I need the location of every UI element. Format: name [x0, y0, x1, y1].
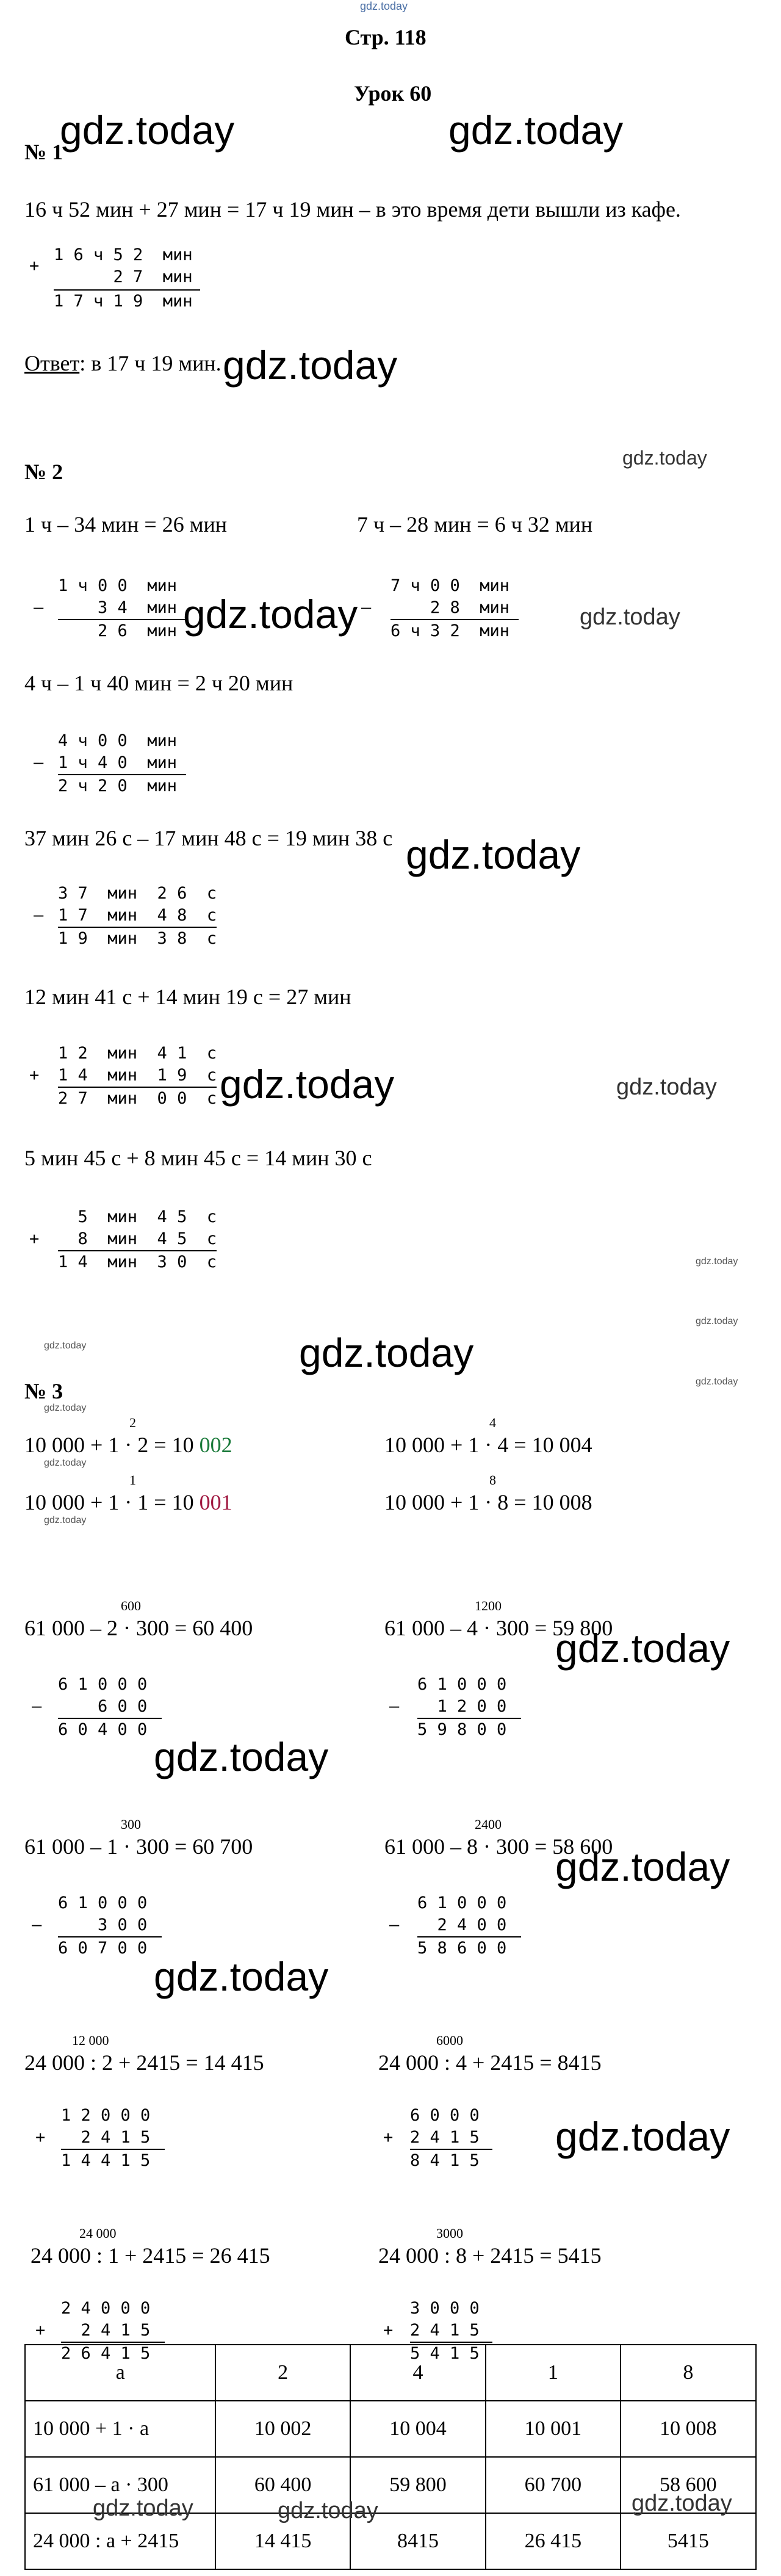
watermark: gdz.today [696, 1377, 738, 1387]
column-row-2: 8 мин 4 5 с [58, 1229, 217, 1248]
task-3-a-3 [24, 1489, 232, 1515]
column-result: 1 9 мин 3 8 с [58, 929, 217, 948]
task-3-c-3: 24 000 : 1 + 2415 = 26 415 [31, 2243, 270, 2268]
watermark: gdz.today [44, 1458, 87, 1468]
task-2-eq-6: 5 мин 45 с + 8 мин 45 с = 14 мин 30 с [24, 1146, 372, 1170]
column-row-2: 2 4 1 5 [61, 2128, 151, 2147]
task-3-b-3: 61 000 – 1 · 300 = 60 700 [24, 1834, 253, 1859]
column-row-2: 2 4 1 5 [61, 2321, 151, 2340]
answer-text: : в 17 ч 19 мин. [79, 351, 221, 375]
column-row-1: 1 2 0 0 0 [61, 2106, 151, 2125]
superscript: 6000 [436, 2033, 463, 2048]
column-row-1: 6 1 0 0 0 [58, 1675, 148, 1694]
task-3-title: № 3 [24, 1379, 63, 1403]
column-row-1: 6 1 0 0 0 [58, 1894, 148, 1912]
superscript: 300 [121, 1817, 141, 1832]
superscript: 24 000 [79, 2226, 117, 2241]
column-result: 1 4 4 1 5 [61, 2151, 151, 2170]
column-operator: – [389, 1697, 400, 1716]
column-result: 2 ч 2 0 мин [58, 776, 178, 795]
column-operator: + [29, 256, 40, 275]
table-cell: 61 000 – a · 300 [25, 2457, 215, 2513]
watermark: gdz.today [406, 832, 581, 877]
column-result: 5 9 8 0 0 [417, 1720, 507, 1739]
column-result: 1 7 ч 1 9 мин [54, 292, 193, 311]
column-row-2: 3 4 мин [58, 598, 178, 617]
watermark: gdz.today [580, 604, 680, 630]
task-3-c-4: 24 000 : 8 + 2415 = 5415 [378, 2243, 602, 2268]
column-row-1: 1 ч 0 0 мин [58, 576, 178, 595]
table-cell: 60 400 [215, 2457, 350, 2513]
watermark-top: gdz.today [360, 0, 408, 12]
superscript: 4 [489, 1415, 496, 1430]
table-header-cell: 8 [621, 2345, 756, 2401]
column-result: 2 6 мин [58, 621, 178, 640]
watermark: gdz.today [44, 1340, 87, 1351]
watermark: gdz.today [555, 1844, 730, 1889]
column-row-1: 6 1 0 0 0 [417, 1675, 507, 1694]
column-operator: – [34, 753, 44, 772]
column-row-2: 1 2 0 0 [417, 1697, 507, 1716]
column-operator: – [34, 906, 44, 925]
table-cell: 10 000 + 1 · a [25, 2401, 215, 2457]
column-row-1: 7 ч 0 0 мин [390, 576, 510, 595]
column-operator: – [361, 598, 372, 617]
column-row-1: 5 мин 4 5 с [58, 1207, 217, 1226]
column-row-2: 2 7 мин [54, 267, 193, 286]
superscript: 8 [489, 1472, 496, 1488]
column-operator: + [383, 2321, 394, 2340]
watermark: gdz.today [696, 1316, 738, 1326]
column-operator: + [383, 2128, 394, 2147]
page-number: Стр. 118 [345, 25, 426, 49]
watermark: gdz.today [154, 1954, 329, 1999]
watermark: gdz.today [60, 107, 235, 153]
table-cell: 14 415 [215, 2513, 350, 2569]
table-header-cell: 4 [350, 2345, 486, 2401]
results-table [24, 2344, 757, 2570]
watermark: gdz.today [44, 1403, 87, 1413]
superscript: 2 [129, 1415, 136, 1430]
table-cell: 24 000 : a + 2415 [25, 2513, 215, 2569]
watermark: gdz.today [616, 1074, 717, 1100]
answer-label: Ответ [24, 351, 80, 375]
column-row-1: 3 0 0 0 [410, 2299, 480, 2318]
table-cell: 26 415 [486, 2513, 621, 2569]
task-1-equation: 16 ч 52 мин + 27 мин = 17 ч 19 мин – в это время дети вышли из кафе. [24, 197, 681, 222]
table-cell: 59 800 [350, 2457, 486, 2513]
column-row-2: 6 0 0 [58, 1697, 148, 1716]
table-header-cell: 2 [215, 2345, 350, 2401]
task-1-title: № 1 [24, 140, 63, 164]
column-row-2: 1 7 мин 4 8 с [58, 906, 217, 925]
column-result: 1 4 мин 3 0 с [58, 1253, 217, 1272]
watermark: gdz.today [44, 1515, 87, 1525]
column-result: 6 0 7 0 0 [58, 1939, 148, 1958]
column-row-2: 3 0 0 [58, 1916, 148, 1934]
table-row [25, 2401, 756, 2457]
expr: 10 000 + 1 · 2 = 10 [24, 1433, 200, 1457]
column-result: 2 7 мин 0 0 с [58, 1089, 217, 1108]
task-3-c-1: 24 000 : 2 + 2415 = 14 415 [24, 2050, 264, 2075]
watermark: gdz.today [555, 2114, 730, 2159]
column-operator: – [32, 1916, 42, 1934]
column-row-1: 6 0 0 0 [410, 2106, 480, 2125]
watermark: gdz.today [93, 2495, 193, 2521]
column-result: 2 6 4 1 5 [61, 2344, 151, 2363]
superscript: 1 [129, 1472, 136, 1488]
watermark: gdz.today [223, 342, 398, 388]
column-operator: + [29, 1229, 40, 1248]
watermark: gdz.today [696, 1256, 738, 1267]
table-header-cell: 1 [486, 2345, 621, 2401]
watermark: gdz.today [278, 2498, 378, 2524]
task-3-b-1: 61 000 – 2 · 300 = 60 400 [24, 1616, 253, 1640]
watermark: gdz.today [154, 1734, 329, 1779]
table-cell: 60 700 [486, 2457, 621, 2513]
column-row-1: 4 ч 0 0 мин [58, 731, 178, 750]
column-row-2: 2 4 1 5 [410, 2321, 480, 2340]
task-3-a-2: 10 000 + 1 · 4 = 10 004 [384, 1433, 592, 1457]
task-3-b-2: 61 000 – 4 · 300 = 59 800 [384, 1616, 613, 1640]
column-operator: + [35, 2321, 46, 2340]
column-result: 6 ч 3 2 мин [390, 621, 510, 640]
column-operator: – [389, 1916, 400, 1934]
column-row-1: 6 1 0 0 0 [417, 1894, 507, 1912]
column-operator: – [32, 1697, 42, 1716]
expr: 10 000 + 1 · 1 = 10 [24, 1490, 200, 1514]
table-cell: 8415 [350, 2513, 486, 2569]
superscript: 600 [121, 1598, 141, 1613]
column-row-2: 1 4 мин 1 9 с [58, 1066, 217, 1085]
task-3-b-4: 61 000 – 8 · 300 = 58 600 [384, 1834, 613, 1859]
column-result: 6 0 4 0 0 [58, 1720, 148, 1739]
task-2-eq-5: 12 мин 41 с + 14 мин 19 с = 27 мин [24, 985, 351, 1009]
column-operator: + [29, 1066, 40, 1085]
table-header-cell: a [25, 2345, 215, 2401]
table-cell: 10 002 [215, 2401, 350, 2457]
task-3-c-2: 24 000 : 4 + 2415 = 8415 [378, 2050, 602, 2075]
column-row-2: 1 ч 4 0 мин [58, 753, 178, 772]
task-3-a-4: 10 000 + 1 · 8 = 10 008 [384, 1490, 592, 1514]
task-2-eq-2: 7 ч – 28 мин = 6 ч 32 мин [357, 512, 593, 537]
highlight: 001 [199, 1490, 232, 1514]
lesson-title: Урок 60 [354, 81, 432, 106]
task-2-title: № 2 [24, 460, 63, 484]
table-cell: 10 004 [350, 2401, 486, 2457]
task-2-eq-4: 37 мин 26 с – 17 мин 48 с = 19 мин 38 с [24, 826, 393, 850]
superscript: 2400 [475, 1817, 502, 1832]
column-row-1: 1 2 мин 4 1 с [58, 1044, 217, 1063]
column-result: 8 4 1 5 [410, 2151, 480, 2170]
task-2-eq-3: 4 ч – 1 ч 40 мин = 2 ч 20 мин [24, 671, 293, 695]
superscript: 3000 [436, 2226, 463, 2241]
watermark: gdz.today [183, 592, 358, 637]
column-row-1: 3 7 мин 2 6 с [58, 884, 217, 903]
column-result: 5 8 6 0 0 [417, 1939, 507, 1958]
column-row-1: 1 6 ч 5 2 мин [54, 245, 193, 264]
column-result: 5 4 1 5 [410, 2344, 480, 2363]
table-cell: 58 600 [621, 2457, 756, 2513]
column-operator: – [34, 598, 44, 617]
table-cell: 5415 [621, 2513, 756, 2569]
task-3-a-1 [24, 1432, 232, 1458]
column-operator: + [35, 2128, 46, 2147]
table-cell: 10 008 [621, 2401, 756, 2457]
table-cell: 10 001 [486, 2401, 621, 2457]
column-row-1: 2 4 0 0 0 [61, 2299, 151, 2318]
superscript: 1200 [475, 1598, 502, 1613]
answer [24, 350, 221, 376]
watermark: gdz.today [622, 447, 707, 469]
task-2-eq-1: 1 ч – 34 мин = 26 мин [24, 512, 228, 537]
watermark: gdz.today [555, 1626, 730, 1671]
watermark: gdz.today [632, 2491, 732, 2516]
watermark: gdz.today [299, 1330, 474, 1375]
table-header-row [25, 2345, 756, 2401]
superscript: 12 000 [72, 2033, 109, 2048]
highlight: 002 [199, 1433, 232, 1457]
column-row-2: 2 4 0 0 [417, 1916, 507, 1934]
watermark: gdz.today [448, 107, 624, 153]
column-row-2: 2 4 1 5 [410, 2128, 480, 2147]
watermark: gdz.today [220, 1062, 395, 1107]
column-row-2: 2 8 мин [390, 598, 510, 617]
